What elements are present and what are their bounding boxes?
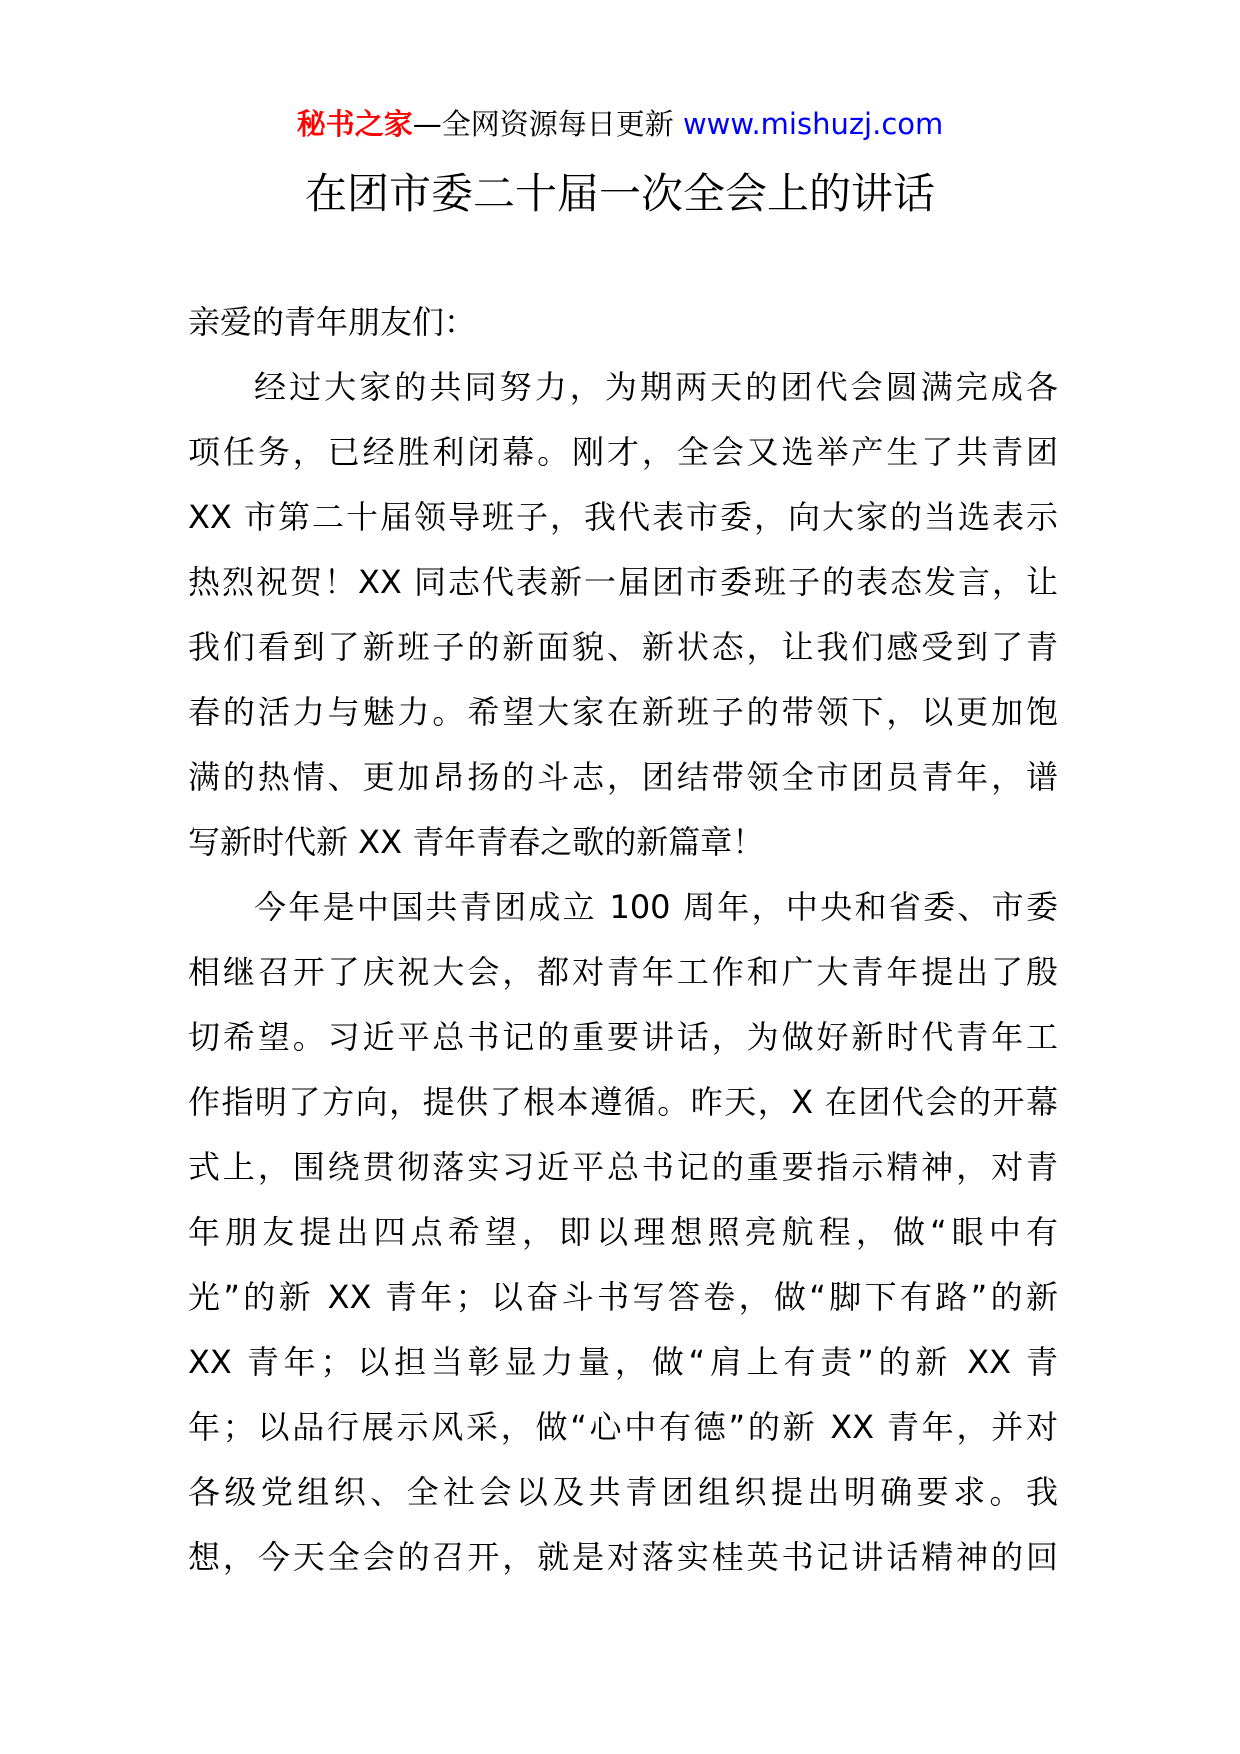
paragraph-line: 作指明了方向，提供了根本遵循。昨天，X 在团代会的开幕: [188, 1083, 1058, 1121]
paragraph-line: 写新时代新 XX 青年青春之歌的新篇章！: [188, 823, 765, 861]
paragraph-line: 想，今天全会的召开，就是对落实桂英书记讲话精神的回: [188, 1538, 1058, 1576]
paragraph-2: [188, 875, 1058, 1590]
site-tagline: —全网资源每日更新: [412, 107, 683, 141]
salutation: 亲爱的青年朋友们：: [188, 303, 477, 341]
paragraph-line: 经过大家的共同努力，为期两天的团代会圆满完成各: [254, 368, 1058, 406]
paragraph-line: 年朋友提出四点希望，即以理想照亮航程，做“眼中有: [188, 1213, 1058, 1251]
paragraph-line: 热烈祝贺！XX 同志代表新一届团市委班子的表态发言，让: [188, 563, 1058, 601]
document-body: [188, 290, 1058, 1590]
paragraph-1: [188, 355, 1058, 875]
site-brand: 秘书之家: [296, 107, 413, 141]
paragraph-line: 我们看到了新班子的新面貌、新状态，让我们感受到了青: [188, 628, 1058, 666]
paragraph-line: 年；以品行展示风采，做“心中有德”的新 XX 青年，并对: [188, 1408, 1058, 1446]
paragraph-line: 满的热情、更加昂扬的斗志，团结带领全市团员青年，谱: [188, 758, 1058, 796]
paragraph-line: 光”的新 XX 青年；以奋斗书写答卷，做“脚下有路”的新: [188, 1278, 1058, 1316]
paragraph-line: 各级党组织、全社会以及共青团组织提出明确要求。我: [188, 1473, 1058, 1511]
document-title: 在团市委二十届一次全会上的讲话: [304, 169, 935, 218]
paragraph-line: 相继召开了庆祝大会，都对青年工作和广大青年提出了殷: [188, 953, 1058, 991]
paragraph-line: 式上，围绕贯彻落实习近平总书记的重要指示精神，对青: [188, 1148, 1058, 1186]
site-url-link[interactable]: www.mishuzj.com: [682, 107, 944, 141]
paragraph-line: 今年是中国共青团成立 100 周年，中央和省委、市委: [254, 888, 1058, 926]
paragraph-line: XX 市第二十届领导班子，我代表市委，向大家的当选表示: [188, 498, 1058, 536]
paragraph-line: XX 青年；以担当彰显力量，做“肩上有责”的新 XX 青: [188, 1343, 1058, 1381]
site-header: [0, 104, 1240, 144]
paragraph-line: 切希望。习近平总书记的重要讲话，为做好新时代青年工: [188, 1018, 1058, 1056]
paragraph-line: 春的活力与魅力。希望大家在新班子的带领下，以更加饱: [188, 693, 1058, 731]
paragraph-line: 项任务，已经胜利闭幕。刚才，全会又选举产生了共青团: [188, 433, 1058, 471]
